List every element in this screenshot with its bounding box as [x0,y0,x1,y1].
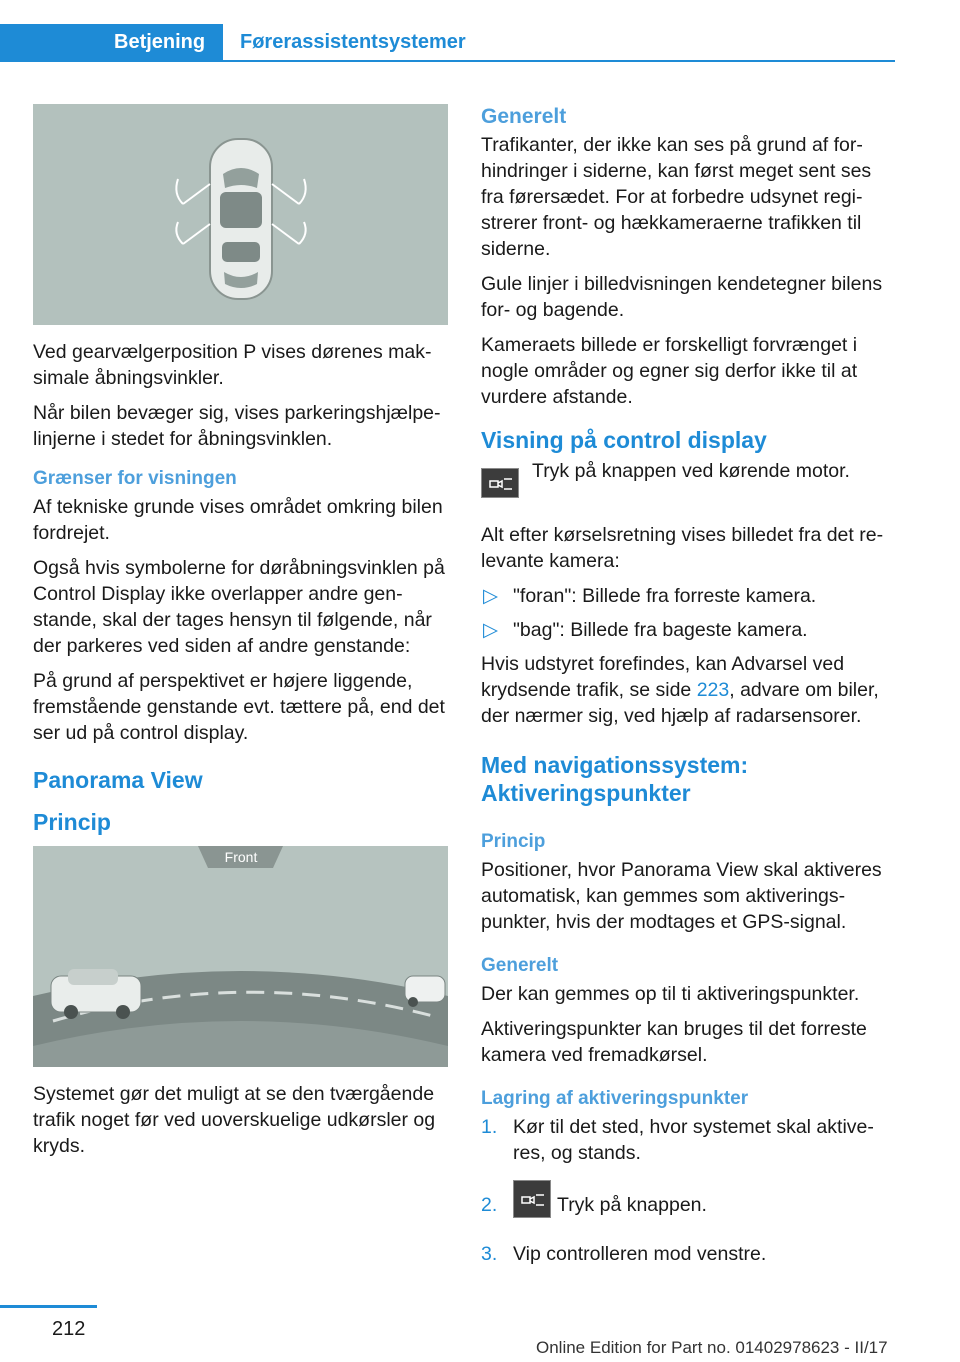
page-link-223[interactable]: 223 [696,679,730,701]
paragraph-front-camera: Aktiveringspunkter kan bruges til det forreste kamera ved fremadkørsel. [481,1018,867,1066]
panorama-view-figure [33,846,448,1067]
paragraph-traffic: Trafikanter, der ikke kan ses på grund af forhindringer i siderne, kan først meget sent ses fra førersædet. For at forbedre udsynet registrerer front- og hækkameraerne trafikken til siderne. [481,134,872,260]
list-item: 3. Vip controlleren mod venstre. [481,1243,767,1265]
list-item: 1. Kør til det sted, hvor systemet skal aktiveres, og stands. [481,1116,874,1164]
page-header [0,24,895,62]
tab-forerassistentsystemer[interactable]: Førerassistentsystemer [240,31,466,53]
heading-panorama-view: Panorama View [33,767,203,793]
heading-lagring: Lagring af aktiveringspunkter [481,1088,749,1109]
camera-list [481,583,895,643]
heading-princip: Princip [33,809,111,835]
footer-line [0,1305,97,1308]
heading-visning: Visning på control display [481,427,767,453]
left-column [33,104,448,1168]
steps-list [481,1114,895,1267]
paragraph-distorted: Af tekniske grunde vises området omkring bilen fordrejet. [33,496,443,544]
list-item: ▷ "bag": Billede fra bageste kamera. [483,619,808,641]
list-item: 2. Tryk på knappen. [481,1180,895,1232]
edition-text: Online Edition for Part no. 01402978623 - II/17 [536,1338,888,1357]
heading-generelt: Generelt [481,105,567,128]
header-underline [0,60,895,62]
paragraph-gear-position: Ved gearvælgerposition P vises dørenes maksimale åbningsvinkler. [33,341,432,389]
heading-generelt-2: Generelt [481,955,559,976]
paragraph-moving: Når bilen bevæger sig, vises parkeringshjælpelinjerne i stedet for åbningsvinklen. [33,402,441,450]
tab-betjening[interactable]: Betjening [0,24,223,60]
heading-limits: Grænser for visningen [33,468,237,489]
paragraph-cross-traffic: Systemet gør det muligt at se den tværgående trafik noget før ved uoverskuelige udkørsler og kryds. [33,1083,436,1157]
button-instruction-text: Tryk på knappen ved kørende motor. [532,460,850,482]
paragraph-warning: Hvis udstyret forefindes, kan Advarsel ved krydsende trafik, se side 223, advare om biler, der nærmer sig, ved hjælp af radarsensorer. [481,653,879,727]
heading-navigation: Med navigationssystem: Aktiveringspunkter [481,752,749,806]
paragraph-distortion: Kameraets billede er forskelligt forvrænget i nogle områder og egner sig derfor ikke til at vurdere afstande. [481,334,858,408]
paragraph-yellow-lines: Gule linjer i billedvisningen kendetegner bilens for- og bagende. [481,273,883,321]
paragraph-positions: Positioner, hvor Panorama View skal aktiveres automatisk, kan gemmes som aktiveringspunkter, hvis der modtages et GPS-signal. [481,859,882,933]
camera-button-icon[interactable] [513,1180,551,1218]
bullet-triangle-icon: ▷ [483,619,498,641]
bullet-triangle-icon: ▷ [483,585,498,607]
heading-princip-right: Princip [481,831,546,852]
door-angle-figure [33,104,448,325]
paragraph-direction: Alt efter kørselsretning vises billedet fra det relevante kamera: [481,524,884,572]
list-item: ▷ "foran": Billede fra forreste kamera. [483,585,817,607]
page-number: 212 [52,1318,86,1340]
button-instruction [481,460,895,516]
paragraph-perspective: På grund af perspektivet er højere liggende, fremstående genstande evt. tættere på, end det ser ud på control display. [33,670,445,744]
right-column [481,104,895,1276]
figure-front-label: Front [224,849,258,865]
camera-button-icon[interactable] [481,468,519,498]
paragraph-ten-points: Der kan gemmes op til ti aktiveringspunkter. [481,983,860,1005]
paragraph-symbols: Også hvis symbolerne for døråbningsvinklen på Control Display ikke overlapper andre genstande, skal der tages hensyn til følgende, når der parkeres ved siden af andre genstande: [33,557,445,657]
